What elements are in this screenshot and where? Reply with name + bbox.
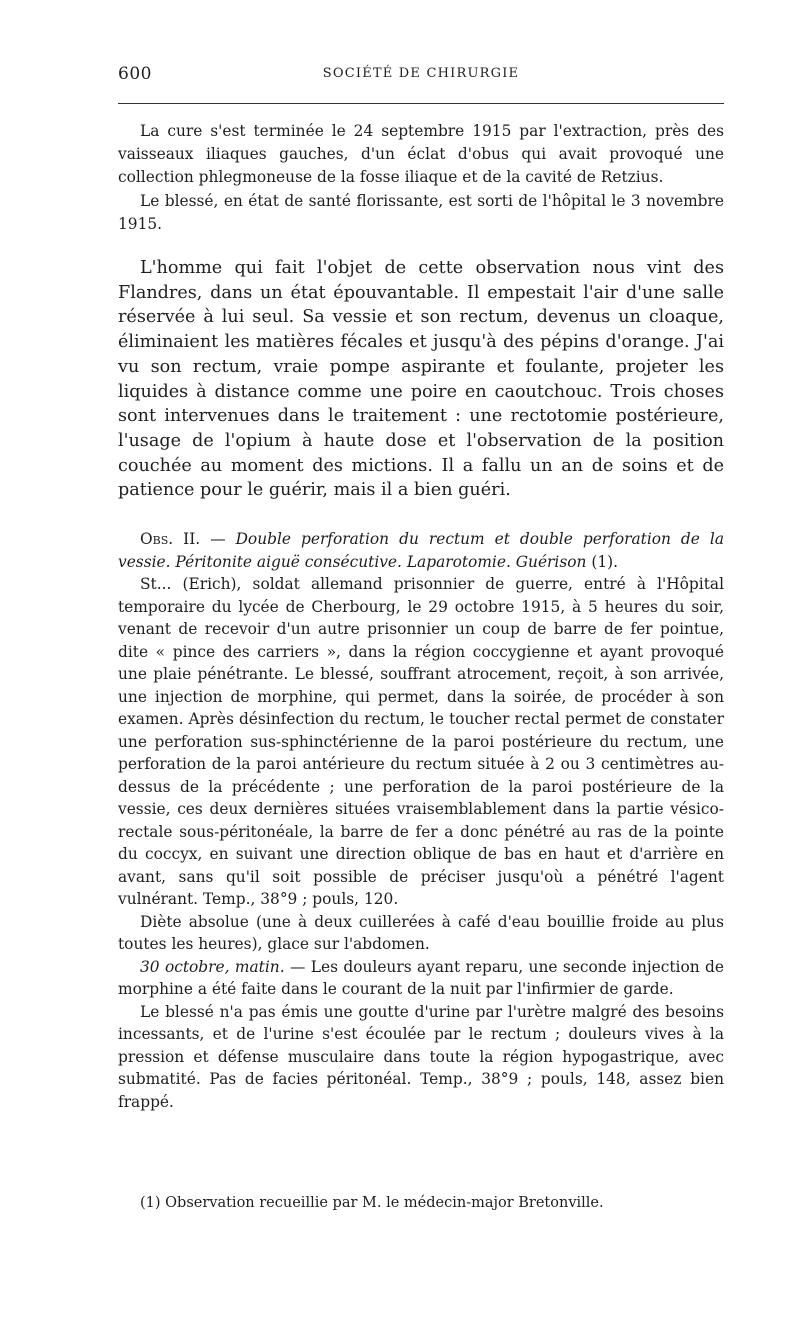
- entry-text: — Les douleurs ayant reparu, une seconde injection de morphine a été faite dans le courant de la nuit par l'infirmier de garde.: [118, 957, 724, 998]
- page-number: 600: [118, 64, 152, 84]
- footnote-reference: (1).: [586, 552, 619, 571]
- entry-date: 30 octobre, matin.: [140, 957, 285, 976]
- paragraph: [118, 956, 724, 1001]
- heading-dash: —: [200, 530, 236, 548]
- header-rule: [118, 103, 724, 104]
- running-head: [118, 64, 724, 88]
- observation-label: Obs. II.: [140, 530, 201, 548]
- paragraph: St... (Erich), soldat allemand prisonnier de guerre, entré à l'Hôpital temporaire du lycée de Cherbourg, le 29 octobre 1915, à 5 heures du soir, venant de recevoir d'un autre prisonnier un coup de barre de fer pointue, dite « pince des carriers », dans la région coccygienne et ayant provoqué une plaie pénétrante. Le blessé, souffrant atrocement, reçoit, à son arrivée, une injection de morphine, qui permet, dans la soirée, de procéder à son examen. Après désinfection du rectum, le toucher rectal permet de constater une perforation sus-sphinctérienne de la paroi postérieure du rectum, une perforation de la paroi antérieure du rectum située à 2 ou 3 centimètres au-dessus de la précédente ; une perforation de la paroi postérieure de la vessie, ces deux dernières situées vraisemblablement dans la partie vésico-rectale sous-péritonéale, la barre de fer a donc pénétré au ras de la pointe du coccyx, en suivant une direction oblique de bas en haut et d'arrière en avant, sans qu'il soit possible de préciser jusqu'où a pénétré l'agent vulnérant. Temp., 38°9 ; pouls, 120.: [118, 575, 724, 908]
- observation-heading: [118, 528, 724, 573]
- footnote: (1) Observation recueillie par M. le médecin-major Bretonville.: [140, 1195, 604, 1211]
- observation-title: Double perforation du rectum et double perforation de la vessie. Péritonite aiguë consécutive. Laparotomie. Guérison: [118, 530, 724, 571]
- paragraph: Le blessé n'a pas émis une goutte d'urine par l'urètre malgré des besoins incessants, et de l'urine s'est écoulée par le rectum ; douleurs vives à la pression et défense musculaire dans toute la région hypogastrique, avec submatité. Pas de facies péritonéal. Temp., 38°9 ; pouls, 148, assez bien frappé.: [118, 1002, 724, 1111]
- paragraph: L'homme qui fait l'objet de cette observation nous vint des Flandres, dans un état épouvantable. Il empestait l'air d'une salle réservée à lui seul. Sa vessie et son rectum, devenus un cloaque, éliminaient les matières fécales et jusqu'à des pépins d'orange. J'ai vu son rectum, vraie pompe aspirante et foulante, projeter les liquides à distance comme une poire en caoutchouc. Trois choses sont intervenues dans le traitement : une rectotomie postérieure, l'usage de l'opium à haute dose et l'observation de la position couchée au moment des mictions. Il a fallu un an de soins et de patience pour le guérir, mais il a bien guéri.: [118, 258, 724, 501]
- observation-1-conclusion: [118, 120, 724, 236]
- paragraph: La cure s'est terminée le 24 septembre 1915 par l'extraction, près des vaisseaux iliaques gauches, d'un éclat d'obus qui avait provoqué une collection phlegmoneuse de la fosse iliaque et de la cavité de Retzius.: [118, 122, 724, 187]
- observation-2: [118, 528, 724, 1113]
- running-title: SOCIÉTÉ DE CHIRURGIE: [322, 66, 520, 81]
- author-commentary: [118, 256, 724, 503]
- paragraph: Diète absolue (une à deux cuillerées à café d'eau bouillie froide au plus toutes les heures), glace sur l'abdomen.: [118, 912, 724, 953]
- paragraph: Le blessé, en état de santé florissante, est sorti de l'hôpital le 3 novembre 1915.: [118, 191, 724, 233]
